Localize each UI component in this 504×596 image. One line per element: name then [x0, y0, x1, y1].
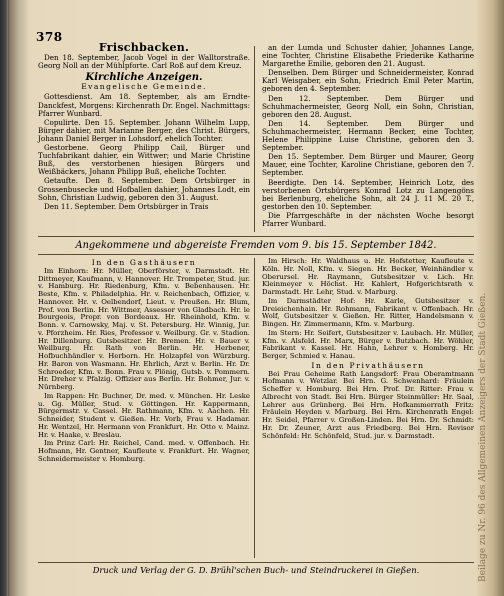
paragraph: Im Stern: Hr. Seifert, Gutsbesitzer v. Laubach. Hr. Müller, Kfm. v. Alsfeld. Hr. Marx, Bürger v. Butzbach. Hr. Wöhler, Fabrikant v. Kassel. Hr. Hahn, Lehrer v. Homberg. Hr. Berger, Schmied v. Hanau.	[262, 328, 474, 360]
paragraph: Im Hirsch: Hr. Waldhaus u. Hr. Hofstetter, Kaufleute v. Köln. Hr. Noll, Kfm. v. Siegen. Hr. Becker, Weinhändler v. Oberursel. Hr. Raymann, Gutsbesitzer v. Lich. Hr. Kleinmeyer v. Höchst. Hr. Kahlert, Hofgerichtsrath v. Darmstadt. Hr. Lehr, Stud. v. Marburg.	[262, 257, 474, 296]
paragraph: Getaufte. Den 8. September. Dem Ortsbürger in Grossenbusecke und Hofballen dahier, Johannes Lodt, ein Sohn, Christian Ludwig, geboren den 31. August.	[38, 176, 250, 202]
kirchliche-heading: Kirchliche Anzeigen.	[85, 72, 203, 84]
privathaeuser-heading: In den Privathäusern	[311, 360, 425, 370]
section-rule-bottom	[38, 254, 474, 255]
paragraph: Die Pfarrgeschäfte in der nächsten Woche besorgt Pfarrer Wunbard.	[262, 210, 474, 228]
paragraph: Gottesdienst. Am 18. September, als am Erndte-Danckfest, Morgens: Kirchenrath Dr. Engel. Nachmittags: Pfarrer Wunbard.	[38, 92, 250, 118]
left-column	[38, 41, 250, 212]
paragraph: Den 11. September. Dem Ortsbürger in Trais	[44, 201, 209, 211]
paragraph: Bei Frau Geheime Rath Langsdorf: Frau Oberamtmann Hofmann v. Wetzlar. Bei Hrn. G. Schwenhard: Fräulein Scheffer v. Homburg. Bei Hrn. Prof. Dr. Ritter: Frau v. Albrecht von Stadt. Bei Hrn. Bürger Steinmüller: Hr. Saal, Lehrer aus Grünberg. Bei Hrn. Hofkammerrath Fritz: Fräulein Heyden v. Marburg. Bei Hrn. Kirchenrath Engel: Hr. Seidel, Pfarrer v. Großen-Linden. Bei Hrn. Dr. Schmidt: Hr. Dr. Zeuner, Arzt aus Friedberg. Bei Hrn. Revisor Schönfeld: Hr. Schönfeld, Stud. jur. v. Darmstadt.	[262, 369, 474, 440]
column-divider-lower	[254, 258, 255, 558]
page-edge	[476, 0, 504, 596]
footer-rule	[38, 562, 474, 563]
right-column	[262, 44, 474, 229]
fremden-heading: Angekommene und abgereiste Fremden vom 9. bis 15. September 1842.	[75, 240, 437, 251]
spine-shadow	[8, 0, 30, 596]
paragraph: Den 12. September. Dem Bürger und Schuhmachermeister, Georg Noll, ein Sohn, Christian, geboren den 28. August.	[262, 93, 474, 119]
paragraph: Im Darmstädter Hof: Hr. Karle, Gutsbesitzer v. Dreieichenhain. Hr. Rohmann, Fabrikant v. Offenbach. Hr. Wolf, Gutsbesitzer v. Gießen. Hr. Ritter, Handelsmann v. Bingen. Hr. Zimmermann, Kfm. v. Marburg.	[262, 296, 474, 328]
gasthaeuser-heading: In den Gasthäusern	[91, 258, 197, 267]
frischbacken-text: Den 18. September, Jacob Vogel in der Walltorstraße. Georg Noll an der Mühlpforte. Carl Roß auf dem Kreuz.	[38, 53, 250, 71]
paragraph: Im Prinz Carl: Hr. Reichel, Cand. med. v. Offenbach. Hr. Hofmann, Hr. Gentner, Kaufleute v. Frankfurt. Hr. Wagner, Schneidermeister v. Homburg.	[38, 439, 250, 463]
lower-left-column	[38, 258, 250, 465]
paragraph: Den 15. September. Dem Bürger und Maurer, Georg Mauer, eine Tochter, Karoline Christiane, geboren den 7. September.	[262, 152, 474, 178]
paragraph: Copulirte. Den 15. September. Johann Wilhelm Lupp, Bürger dahier, mit Marianne Berger, des Christ. Bürgers, Johann Daniel Berger in Lohsdorf, ehelich Tochter.	[38, 117, 250, 143]
gemeinde-subheading: Evangelische Gemeinde.	[81, 82, 207, 92]
frischbacken-heading: Frischbacken.	[98, 41, 190, 54]
printer-imprint: Druck und Verlag der G. D. Brühl'schen Buch- und Steindruckerei in Gießen.	[92, 565, 420, 575]
paragraph: Beerdigte. Den 14. September, Heinrich Lotz, des verstorbenen Ortsbürgers Konrad Lotz zu Langengöns bei Berlenburg, eheliche Sohn, alt 24 J. 11 M. 20 T., gestorben den 10. September.	[262, 177, 474, 211]
paragraph: an der Lumda und Schuster dahier, Johannes Lange, eine Tochter, Christine Elisabethe Friederike Katharine Margarethe Emilie, geboren den 21. August.	[262, 43, 474, 69]
paragraph: Denselben. Dem Bürger und Schneidermeister, Konrad Karl Weisgaber, ein Sohn, Friedrich Emil Peter Martin, geboren den 4. September.	[262, 68, 474, 94]
column-divider	[254, 46, 255, 232]
lower-right-column	[262, 258, 474, 441]
paragraph: Im Einhorn: Hr. Müller, Oberförster, v. Darmstadt. Hr. Dittmeyer, Kaufmann, v. Hannover. Hr. Trompeter, Stud. jur. v. Hamburg. Hr. Riedenburg, Kfm. v. Bebenhausen. Hr. Beste, Kfm. v. Philadelphia. Hr. v. Reichenbach, Offizier, v. Hannover. Hr. v. Oelbendorf, Lieut. v. Preußen. Hr. Blum, Prof. von Berlin. Hr. Wittmer, Assessor von Gladbach. Hr. le Bourgeois, Propr. von Bordeaux. Hr. Rheinhold, Kfm. v. Bonn. v. Carnowsky, Maj. v. St. Petersburg. Hr. Winnig, Jur. v. Pforzheim. Hr. Ries, Professor v. Weilburg. Gr. v. Stadion. Hr. Dillenburg. Gutsbesitzer. Hr. Bremen. Hr. v. Bauer v. Weilburg. Hr. Rath von Berlin. Hr. Herbener, Hofbuchhändler v. Herborn. Hr. Holzapfel von Würzburg. Hr. Baron von Wasmann. Hr. Ehrlich, Arzt v. Berlin. Hr. Dr. Schroeder, Kfm. v. Bonn. Frau v. Plönig, Gutsb. v. Pommern. Hr. Dreher v. Pfalzig. Offizier aus Berlin. Hr. Bohmer, Jur. v. Nürnberg.	[38, 266, 250, 391]
page-number: 378	[36, 30, 63, 44]
bleed-through-text: Beilage zu Nr. 96 des Allgemeinen Anzeigers der Stadt Gießen.	[478, 292, 488, 582]
section-rule-top	[38, 236, 474, 237]
paragraph: Im Rappen: Hr. Buchner, Dr. med. v. München. Hr. Leske u. Gg. Müller, Stud. v. Göttingen. Hr. Kappermann, Bürgermstr. v. Cassel. Hr. Rathmann, Kfm. v. Aachen. Hr. Schneider, Student v. Gießen. Hr. Vorb, Frau v. Hadamar. Hr. Wentzel, Hr. Hermann von Frankfurt. Hr. Otto v. Mainz. Hr. v. Haake, v. Breslau.	[38, 391, 250, 439]
paragraph: Gestorbene. Georg Philipp Cail, Bürger und Tuchfabrikant dahier, ein Wittwer; und Marie Christine Buß, des verstorbenen hiesigen Bürgers und Weißbäckers, Johann Philipp Buß, eheliche Tochter.	[38, 143, 250, 177]
paragraph: Den 14. September. Dem Bürger und Schuhmachermeister, Hermann Becker, eine Tochter, Helene Philippine Luise Christine, geboren den 3. September.	[262, 118, 474, 153]
